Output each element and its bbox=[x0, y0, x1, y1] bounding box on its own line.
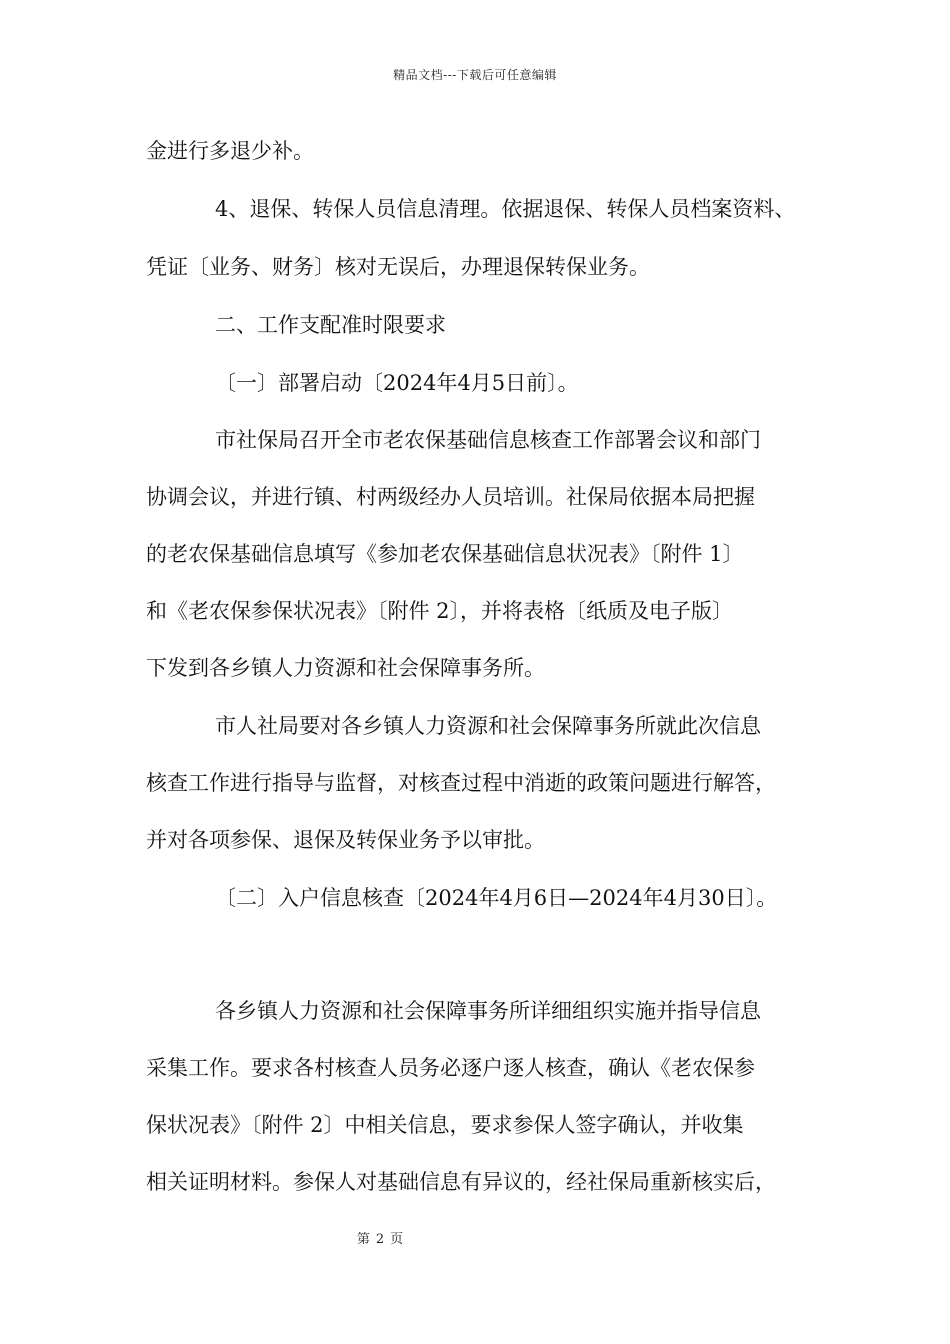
text-line: 的老农保基础信息填写《参加老农保基础信息状况表》〔附件 1〕 bbox=[146, 542, 744, 566]
text-line: 协调会议，并进行镇、村两级经办人员培训。社保局依据本局把握 bbox=[146, 485, 755, 509]
text-line: 相关证明材料。参保人对基础信息有异议的，经社保局重新核实后， bbox=[146, 1170, 776, 1194]
text-line: 保状况表》〔附件 2〕中相关信息，要求参保人签字确认，并收集 bbox=[146, 1113, 744, 1137]
text-line: 和《老农保参保状况表》〔附件 2〕，并将表格〔纸质及电子版〕 bbox=[146, 599, 734, 623]
text-line: 下发到各乡镇人力资源和社会保障事务所。 bbox=[146, 656, 545, 680]
text-line: 并对各项参保、退保及转保业务予以审批。 bbox=[146, 828, 545, 852]
text-line: 各乡镇人力资源和社会保障事务所详细组织实施并指导信息 bbox=[215, 999, 761, 1023]
page-footer bbox=[0, 1228, 760, 1247]
subsection-heading: 〔一〕部署启动〔2024年4月5日前〕。 bbox=[215, 371, 579, 395]
text-line: 金进行多退少补。 bbox=[146, 139, 314, 163]
text-line: 采集工作。要求各村核查人员务必逐户逐人核查，确认《老农保参 bbox=[146, 1056, 755, 1080]
text-line: 凭证〔业务、财务〕核对无误后，办理退保转保业务。 bbox=[146, 255, 650, 279]
section-heading: 二、工作支配准时限要求 bbox=[215, 313, 446, 337]
page-prefix: 第 bbox=[356, 1232, 370, 1247]
text-line: 核查工作进行指导与监督，对核查过程中消逝的政策问题进行解答， bbox=[146, 771, 776, 795]
page-number: 2 bbox=[375, 1232, 385, 1247]
text-line: 市社保局召开全市老农保基础信息核查工作部署会议和部门 bbox=[215, 428, 761, 452]
page-suffix: 页 bbox=[390, 1232, 404, 1247]
text-line: 市人社局要对各乡镇人力资源和社会保障事务所就此次信息 bbox=[215, 714, 761, 738]
text-line: 4、退保、转保人员信息清理。依据退保、转保人员档案资料、 bbox=[215, 197, 796, 221]
page-header: 精品文档---下载后可任意编辑 bbox=[393, 68, 557, 82]
subsection-heading: 〔二〕入户信息核查〔2024年4月6日—2024年4月30日〕。 bbox=[215, 886, 778, 910]
